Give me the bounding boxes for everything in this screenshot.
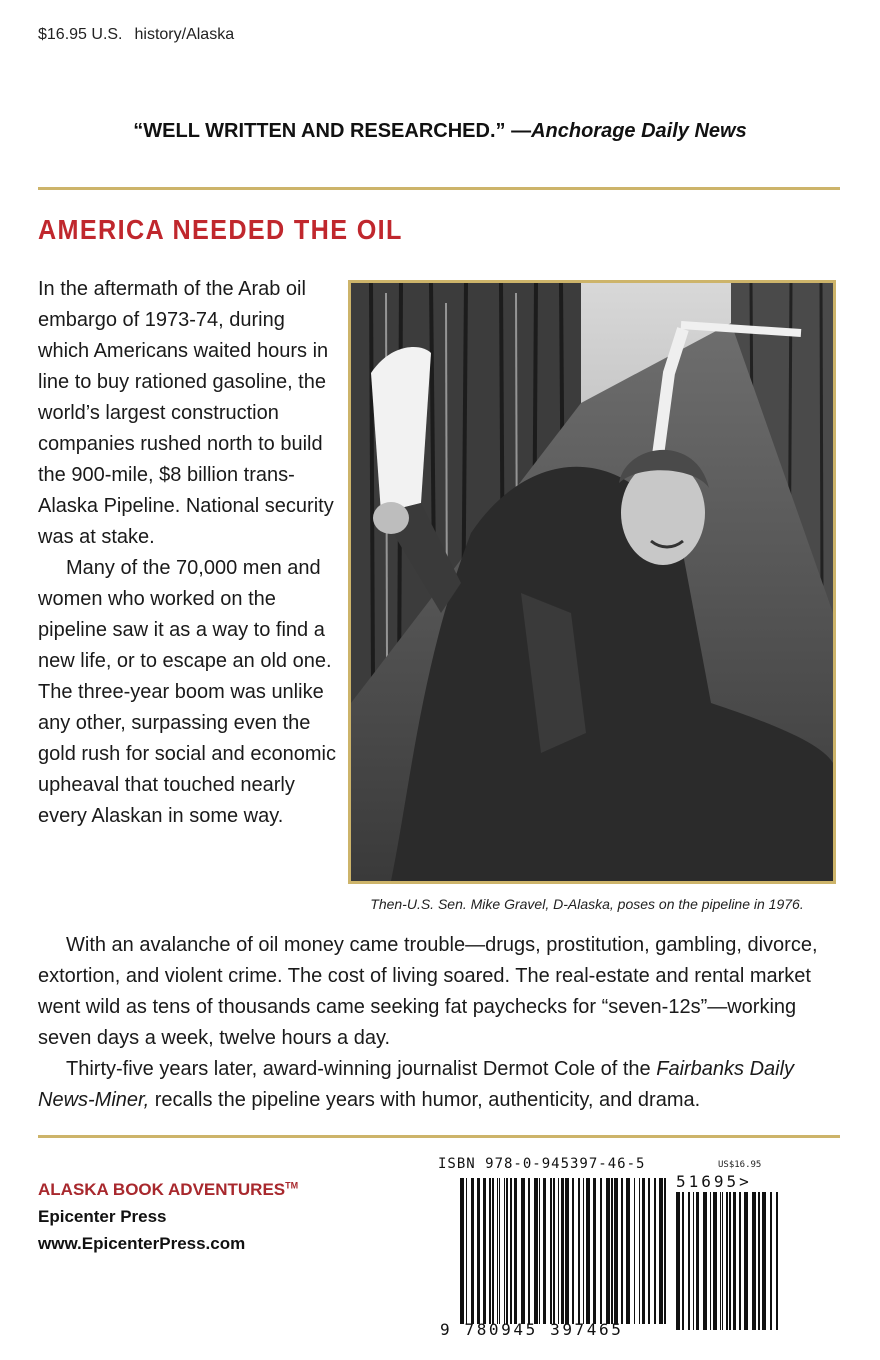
barcode-bar: [477, 1178, 480, 1324]
barcode-bar: [539, 1178, 540, 1324]
barcode-bar: [521, 1178, 525, 1324]
barcode-bar: [504, 1178, 505, 1324]
quote-text: “WELL WRITTEN AND RESEARCHED.” —: [133, 120, 532, 142]
price-line: [38, 26, 234, 44]
paragraph-4-start: Thirty-five years later, award-winning journalist Dermot Cole of the: [66, 1058, 657, 1080]
paragraph-2: Many of the 70,000 men and women who worked on the pipeline saw it as a way to find a new life, or to escape an old one. The three-year boom was unlike any other, surpassing even the gold rush for social and economic upheaval that touched nearly every Alaskan in some way.: [38, 557, 336, 827]
barcode-bar: [659, 1178, 663, 1324]
review-quote: [0, 120, 880, 143]
addon-barcode-bar: [722, 1192, 723, 1330]
addon-barcode-bar: [739, 1192, 741, 1330]
barcode-bar: [586, 1178, 590, 1324]
barcode-bar: [654, 1178, 656, 1324]
barcode-bar: [648, 1178, 650, 1324]
addon-barcode-bar: [762, 1192, 766, 1330]
barcode-bar: [561, 1178, 564, 1324]
publisher-website[interactable]: www.EpicenterPress.com: [38, 1234, 246, 1253]
barcode-bar: [572, 1178, 574, 1324]
barcode-bar: [499, 1178, 500, 1324]
barcode-bar: [642, 1178, 645, 1324]
barcode-bar: [614, 1178, 618, 1324]
addon-barcode-bar: [713, 1192, 717, 1330]
barcode-bar: [534, 1178, 538, 1324]
addon-barcode-bar: [696, 1192, 699, 1330]
addon-barcode-bar: [720, 1192, 721, 1330]
addon-barcode-bar: [688, 1192, 690, 1330]
photo-illustration: [351, 283, 833, 881]
barcode-bar: [506, 1178, 508, 1324]
addon-barcode-bar: [744, 1192, 748, 1330]
barcode-bar: [483, 1178, 486, 1324]
paragraph-1: In the aftermath of the Arab oil embargo of 1973-74, during which Americans waited hours in line to buy rationed gasoline, the world’s largest construction companies rushed north to build the 900-mile, $8 billion trans-Alaska Pipeline. National security was at stake.: [38, 278, 334, 548]
top-divider: [38, 187, 840, 190]
barcode-bar: [543, 1178, 546, 1324]
addon-barcode-bar: [729, 1192, 731, 1330]
barcode-bar: [664, 1178, 666, 1324]
barcode-bar: [578, 1178, 580, 1324]
pipeline-photo: [348, 280, 836, 884]
barcode-bar: [528, 1178, 530, 1324]
barcode-bar: [639, 1178, 640, 1324]
barcode-bar: [553, 1178, 555, 1324]
paragraph-3: With an avalanche of oil money came trouble—drugs, prostitution, gambling, divorce, extortion, and violent crime. The cost of living soared. The real-estate and rental market went wild as tens of thousands came seeking fat paychecks for “seven-12s”—working seven days a week, twelve hours a day.: [38, 934, 818, 1049]
trademark: TM: [285, 1180, 299, 1191]
series-name: [38, 1180, 298, 1200]
body-column-full: [38, 930, 848, 1116]
barcode-bar: [600, 1178, 602, 1324]
quote-source: Anchorage Daily News: [531, 120, 747, 142]
barcode-bar: [621, 1178, 623, 1324]
barcode-bar: [611, 1178, 613, 1324]
barcode-bar: [492, 1178, 494, 1324]
series-label: ALASKA BOOK ADVENTURES: [38, 1180, 286, 1199]
barcode-bar: [565, 1178, 569, 1324]
barcode-bar: [460, 1178, 464, 1324]
paragraph-4-end: recalls the pipeline years with humor, authenticity, and drama.: [149, 1089, 701, 1111]
barcode-bar: [583, 1178, 584, 1324]
paragraph-4: [38, 1054, 848, 1116]
barcode-digits: 9 780945 397465: [440, 1320, 624, 1339]
barcode-price: US$16.95: [718, 1160, 762, 1170]
addon-barcode-bar: [703, 1192, 707, 1330]
barcode-bar: [497, 1178, 498, 1324]
headline: AMERICA NEEDED THE OIL: [38, 214, 403, 245]
photo-caption: Then-U.S. Sen. Mike Gravel, D-Alaska, poses on the pipeline in 1976.: [370, 896, 804, 912]
publisher-name: Epicenter Press: [38, 1207, 167, 1226]
category: history/Alaska: [134, 26, 235, 43]
body-column-left: [38, 274, 336, 832]
addon-barcode-bar: [776, 1192, 778, 1330]
barcode-bar: [593, 1178, 596, 1324]
addon-barcode-bar: [752, 1192, 756, 1330]
addon-barcode-bar: [733, 1192, 736, 1330]
addon-barcode-bar: [710, 1192, 711, 1330]
barcode-bar: [558, 1178, 559, 1324]
barcode-bar: [634, 1178, 635, 1324]
addon-barcode-bar: [726, 1192, 728, 1330]
addon-barcode-bar: [770, 1192, 772, 1330]
isbn-label: ISBN 978-0-945397-46-5: [438, 1156, 646, 1172]
barcode-bar: [626, 1178, 630, 1324]
main-barcode: [460, 1178, 666, 1324]
addon-barcode: [676, 1192, 778, 1330]
barcode-bar: [466, 1178, 467, 1324]
bottom-divider: [38, 1135, 840, 1138]
addon-barcode-bar: [693, 1192, 694, 1330]
barcode-bar: [514, 1178, 517, 1324]
addon-barcode-bar: [758, 1192, 760, 1330]
barcode-bar: [489, 1178, 491, 1324]
addon-digits: 51695>: [676, 1172, 752, 1191]
addon-barcode-bar: [682, 1192, 684, 1330]
barcode-bar: [606, 1178, 610, 1324]
addon-barcode-bar: [676, 1192, 680, 1330]
barcode-bar: [550, 1178, 552, 1324]
barcode-bar: [471, 1178, 474, 1324]
barcode-bar: [510, 1178, 512, 1324]
newspaper-name: Fairbanks Daily News-Miner,: [38, 1058, 795, 1111]
price: $16.95 U.S.: [38, 26, 123, 43]
